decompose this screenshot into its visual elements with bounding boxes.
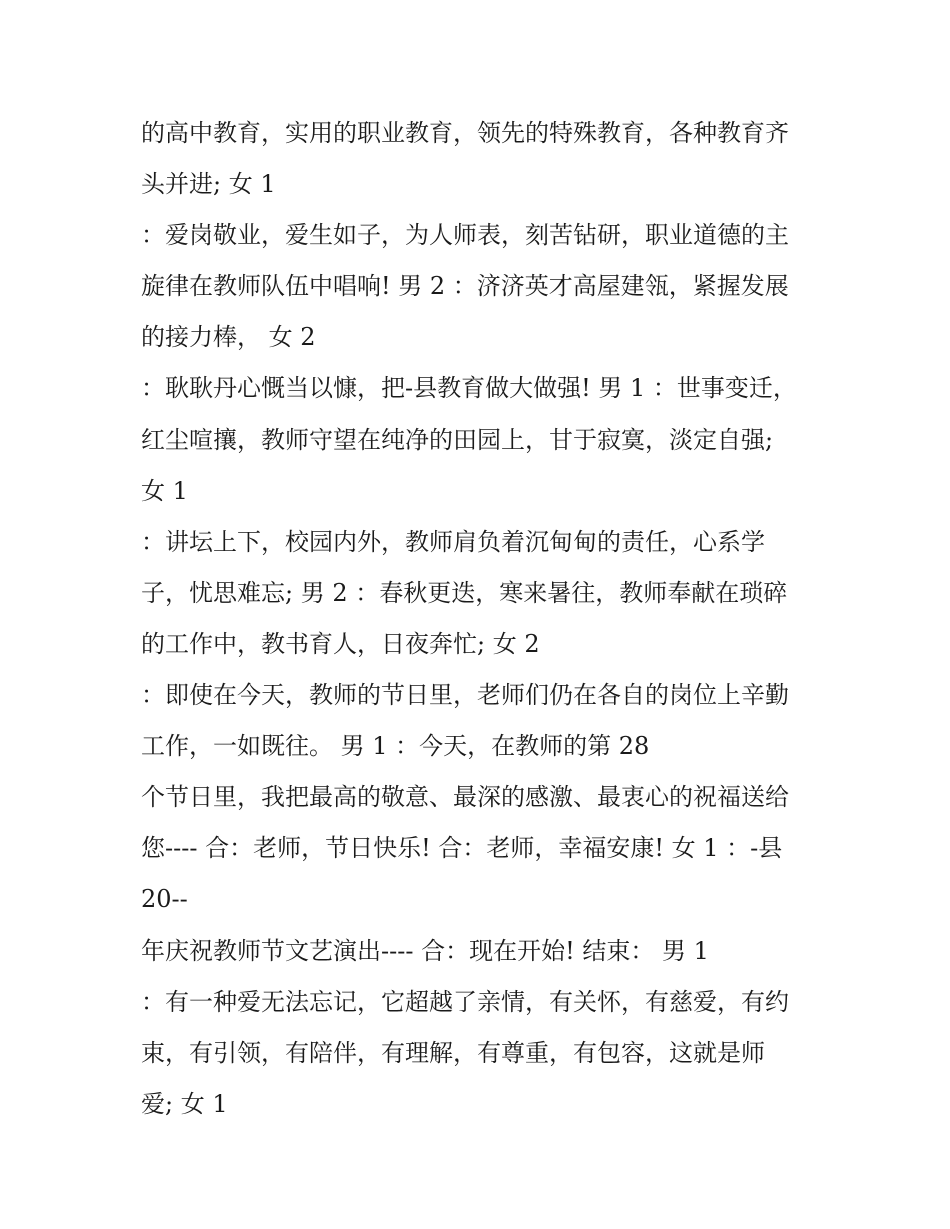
text-line: 旋律在教师队伍中唱响! 男 2 ：济济英才高屋建瓴，紧握发展 — [141, 272, 789, 301]
text-line: 工作，一如既往。 男 1 ：今天，在教师的第 28 — [141, 732, 650, 761]
text-line: ：讲坛上下，校园内外，教师肩负着沉甸甸的责任，心系学 — [141, 527, 765, 556]
text-line: ：爱岗敬业，爱生如子，为人师表，刻苦钻研，职业道德的主 — [141, 221, 789, 250]
text-line: ：耿耿丹心慨当以慷，把-县教育做大做强! 男 1 ：世事变迁， — [141, 374, 797, 403]
text-line: 子，忧思难忘; 男 2 ：春秋更迭，寒来暑往，教师奉献在琐碎 — [141, 578, 788, 607]
text-line: 的工作中，教书育人，日夜奔忙; 女 2 — [141, 629, 540, 658]
text-line: 头并进; 女 1 — [141, 170, 276, 199]
text-line: 束，有引领，有陪伴，有理解，有尊重，有包容，这就是师 — [141, 1038, 765, 1067]
text-line: 个节日里，我把最高的敬意、最深的感激、最衷心的祝福送给 — [141, 783, 789, 812]
text-line: ：即使在今天，教师的节日里，老师们仍在各自的岗位上辛勤 — [141, 681, 789, 710]
text-line: 20-- — [141, 885, 188, 914]
text-line: 红尘喧攘，教师守望在纯净的田园上，甘于寂寞，淡定自强; — [141, 425, 774, 454]
text-line: 女 1 — [141, 476, 188, 505]
text-line: 的接力棒， 女 2 — [141, 323, 316, 352]
body-text — [141, 108, 841, 1130]
text-line: ：有一种爱无法忘记，它超越了亲情，有关怀，有慈爱，有约 — [141, 987, 789, 1016]
text-line: 年庆祝教师节文艺演出---- 合：现在开始! 结束： 男 1 — [141, 936, 709, 965]
text-line: 爱; 女 1 — [141, 1089, 228, 1118]
text-line: 的高中教育，实用的职业教育，领先的特殊教育，各种教育齐 — [141, 119, 789, 147]
text-line: 您---- 合：老师，节日快乐! 合：老师，幸福安康! 女 1 ：-县 — [141, 834, 783, 863]
